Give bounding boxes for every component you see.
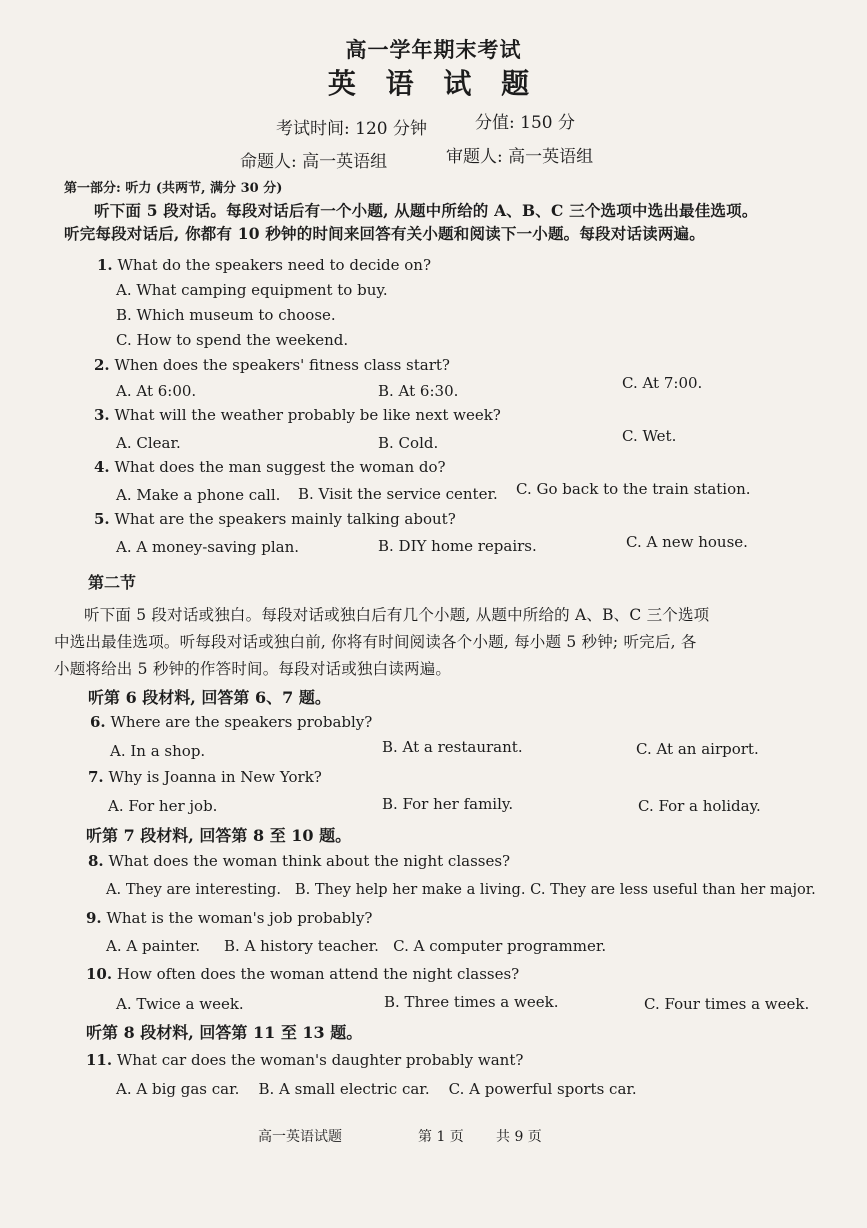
question-8 xyxy=(88,852,510,870)
question-3 xyxy=(94,406,501,424)
q2-option-b: B. At 6:30. xyxy=(378,382,459,400)
q8-options: A. They are interesting. B. They help her make a living. C. They are less useful than her major. xyxy=(106,881,816,898)
part1-instructions-line2: 听完每段对话后, 你都有 10 秒钟的时间来回答有关小题和阅读下一小题。每段对话读两遍。 xyxy=(64,224,705,243)
question-text: Why is Joanna in New York? xyxy=(108,768,322,786)
question-10 xyxy=(86,965,519,983)
q10-option-c: C. Four times a week. xyxy=(644,995,810,1013)
exam-time: 考试时间: 120 分钟 xyxy=(276,119,427,139)
question-number: 8. xyxy=(88,852,104,870)
question-text: What does the man suggest the woman do? xyxy=(114,458,446,476)
part2-instructions-line1: 听下面 5 段对话或独白。每段对话或独白后有几个小题, 从题中所给的 A、B、C 三个选项 xyxy=(84,606,710,624)
group-6-heading: 听第 6 段材料, 回答第 6、7 题。 xyxy=(88,688,331,707)
question-1 xyxy=(97,256,431,274)
question-number: 4. xyxy=(94,458,110,476)
question-number: 3. xyxy=(94,406,110,424)
q11-options: A. A big gas car. B. A small electric car. C. A powerful sports car. xyxy=(116,1080,637,1098)
question-text: What will the weather probably be like next week? xyxy=(114,406,501,424)
q10-option-a: A. Twice a week. xyxy=(116,995,244,1013)
question-4 xyxy=(94,458,446,476)
q10-option-b: B. Three times a week. xyxy=(384,993,559,1011)
group-7-heading: 听第 7 段材料, 回答第 8 至 10 题。 xyxy=(86,826,352,845)
part2-instructions-line3: 小题将给出 5 秒钟的作答时间。每段对话或独白读两遍。 xyxy=(54,660,452,678)
exam-title: 高一学年期末考试 xyxy=(345,37,522,62)
q9-options: A. A painter. B. A history teacher. C. A computer programmer. xyxy=(106,937,607,955)
q5-option-a: A. A money-saving plan. xyxy=(116,538,300,556)
question-text: What do the speakers need to decide on? xyxy=(117,256,431,274)
question-6 xyxy=(90,713,372,731)
footer-page-number: 第 1 页 xyxy=(418,1129,464,1145)
question-number: 11. xyxy=(86,1051,113,1069)
question-text: What does the woman think about the night classes? xyxy=(108,852,511,870)
q7-option-a: A. For her job. xyxy=(108,797,218,815)
part1-instructions-line1: 听下面 5 段对话。每段对话后有一个小题, 从题中所给的 A、B、C 三个选项中选出最佳选项。 xyxy=(94,201,758,220)
question-text: Where are the speakers probably? xyxy=(110,713,373,731)
question-number: 10. xyxy=(86,965,113,983)
q1-option-c: C. How to spend the weekend. xyxy=(116,331,349,349)
exam-subject-title: 英 语 试 题 xyxy=(327,67,540,100)
question-setter: 命题人: 高一英语组 xyxy=(240,152,388,172)
q3-option-b: B. Cold. xyxy=(378,434,439,452)
q2-option-c: C. At 7:00. xyxy=(622,374,703,392)
question-reviewer: 审题人: 高一英语组 xyxy=(446,147,594,167)
footer-page-total: 共 9 页 xyxy=(496,1129,542,1145)
question-text: What car does the woman's daughter probably want? xyxy=(116,1051,524,1069)
footer-exam-name: 高一英语试题 xyxy=(258,1129,342,1145)
question-11 xyxy=(86,1051,523,1069)
q4-option-b: B. Visit the service center. xyxy=(298,485,498,503)
question-7 xyxy=(88,768,322,786)
q6-option-c: C. At an airport. xyxy=(636,740,759,758)
q7-option-c: C. For a holiday. xyxy=(638,797,761,815)
q3-option-a: A. Clear. xyxy=(116,434,181,452)
question-text: When does the speakers' fitness class start? xyxy=(114,356,450,374)
question-text: What is the woman's job probably? xyxy=(106,909,373,927)
question-2 xyxy=(94,356,450,374)
part2-title: 第二节 xyxy=(88,573,137,592)
part2-instructions-line2: 中选出最佳选项。听每段对话或独白前, 你将有时间阅读各个小题, 每小题 5 秒钟; 听完后, 各 xyxy=(54,633,697,651)
q1-option-b: B. Which museum to choose. xyxy=(116,306,336,324)
q5-option-c: C. A new house. xyxy=(626,533,748,551)
q1-option-a: A. What camping equipment to buy. xyxy=(116,281,388,299)
exam-score: 分值: 150 分 xyxy=(475,113,575,133)
part1-title: 第一部分: 听力 (共两节, 满分 30 分) xyxy=(64,181,283,196)
question-text: What are the speakers mainly talking about? xyxy=(114,510,456,528)
question-number: 1. xyxy=(97,256,113,274)
q7-option-b: B. For her family. xyxy=(382,795,514,813)
q4-option-a: A. Make a phone call. xyxy=(116,486,281,504)
question-number: 6. xyxy=(90,713,106,731)
group-8-heading: 听第 8 段材料, 回答第 11 至 13 题。 xyxy=(86,1023,363,1042)
question-text: How often does the woman attend the night classes? xyxy=(116,965,520,983)
question-number: 9. xyxy=(86,909,102,927)
q3-option-c: C. Wet. xyxy=(622,427,677,445)
q6-option-b: B. At a restaurant. xyxy=(382,738,523,756)
q5-option-b: B. DIY home repairs. xyxy=(378,537,537,555)
question-number: 5. xyxy=(94,510,110,528)
q2-option-a: A. At 6:00. xyxy=(116,382,197,400)
question-5 xyxy=(94,510,456,528)
question-number: 2. xyxy=(94,356,110,374)
q6-option-a: A. In a shop. xyxy=(110,742,206,760)
q4-option-c: C. Go back to the train station. xyxy=(516,480,751,498)
question-number: 7. xyxy=(88,768,104,786)
question-9 xyxy=(86,909,372,927)
